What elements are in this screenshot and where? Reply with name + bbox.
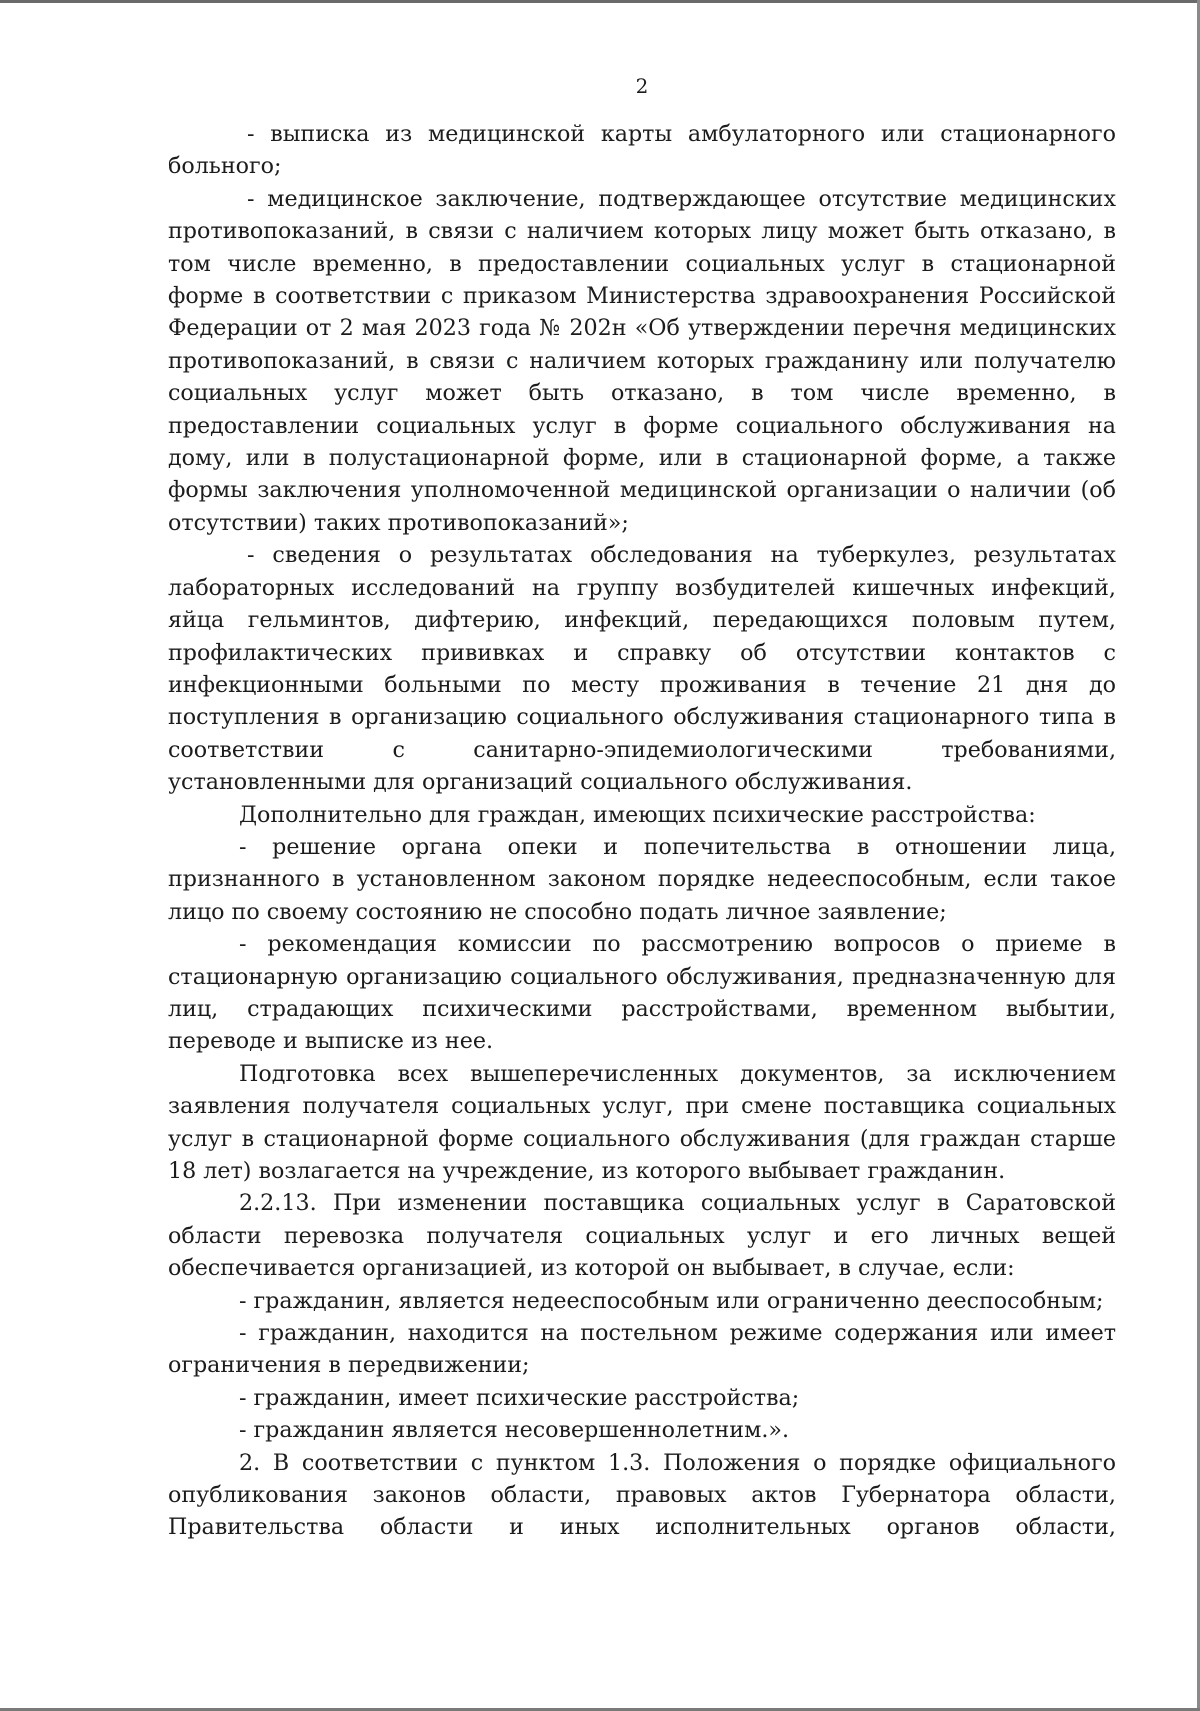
page-number: 2 [635,74,649,98]
scan-edge-top [0,0,1200,3]
paragraph-guardianship-decision: - решение органа опеки и попечительства в отношении лица, признанного в установленном законом порядке недееспособным, если такое лицо по своему состоянию не способно подать личное заявление; [168,833,1116,925]
document-page [168,70,1116,1544]
paragraph-publication-clause: 2. В соответствии с пунктом 1.3. Положения о порядке официального опубликования законов области, правовых актов Губернатора области, Правительства области и иных исполнительных органов области, [168,1449,1116,1541]
paragraph-mental-disorders-intro: Дополнительно для граждан, имеющих психические расстройства: [239,801,1036,828]
paragraph-mental-disorders: - гражданин, имеет психические расстройства; [239,1384,800,1411]
paragraph-outpatient-extract: - выписка из медицинской карты амбулаторного или стационарного больного; [168,121,1116,180]
paragraph-examination-results: - сведения о результатах обследования на туберкулез, результатах лабораторных исследований на группу возбудителей кишечных инфекций, яйца гельминтов, дифтерию, инфекций, передающихся половым путем, профилактических прививках и справку об отсутствии контактов с инфекционными больными по месту проживания в течение 21 дня до поступления в организацию социального обслуживания стационарного типа в соответствии с санитарно-эпидемиологическими требованиями, установленными для организаций социального обслуживания. [168,542,1116,796]
paragraph-commission-recommendation: - рекомендация комиссии по рассмотрению вопросов о приеме в стационарную организацию социального обслуживания, предназначенную для лиц, страдающих психическими расстройствами, временном выбытии, переводе и выписке из нее. [168,931,1116,1055]
paragraph-bed-regime: - гражданин, находится на постельном режиме содержания или имеет ограничения в передвижении; [168,1320,1116,1379]
paragraph-clause-2-2-13: 2.2.13. При изменении поставщика социальных услуг в Саратовской области перевозка получателя социальных услуг и его личных вещей обеспечивается организацией, из которой он выбывает, в случае, если: [168,1190,1116,1282]
paragraph-minor: - гражданин является несовершеннолетним.». [239,1417,790,1444]
paragraph-medical-conclusion: - медицинское заключение, подтверждающее отсутствие медицинских противопоказаний, в связи с наличием которых лицу может быть отказано, в том числе временно, в предоставлении социальных услуг в стационарной форме в соответствии с приказом Министерства здравоохранения Российской Федерации от 2 мая 2023 года № 202н «Об утверждении перечня медицинских противопоказаний, в связи с наличием которых гражданину или получателю социальных услуг может быть отказано, в том числе временно, в предоставлении социальных услуг в форме социального обслуживания на дому, или в полустационарной форме, или в стационарной форме, а также формы заключения уполномоченной медицинской организации о наличии (об отсутствии) таких противопоказаний»; [168,185,1116,536]
paragraph-incapacitated: - гражданин, является недееспособным или ограниченно дееспособным; [239,1287,1104,1314]
paragraph-document-preparation: Подготовка всех вышеперечисленных документов, за исключением заявления получателя социальных услуг, при смене поставщика социальных услуг в стационарной форме социального обслуживания (для граждан старше 18 лет) возлагается на учреждение, из которого выбывает гражданин. [168,1060,1116,1184]
